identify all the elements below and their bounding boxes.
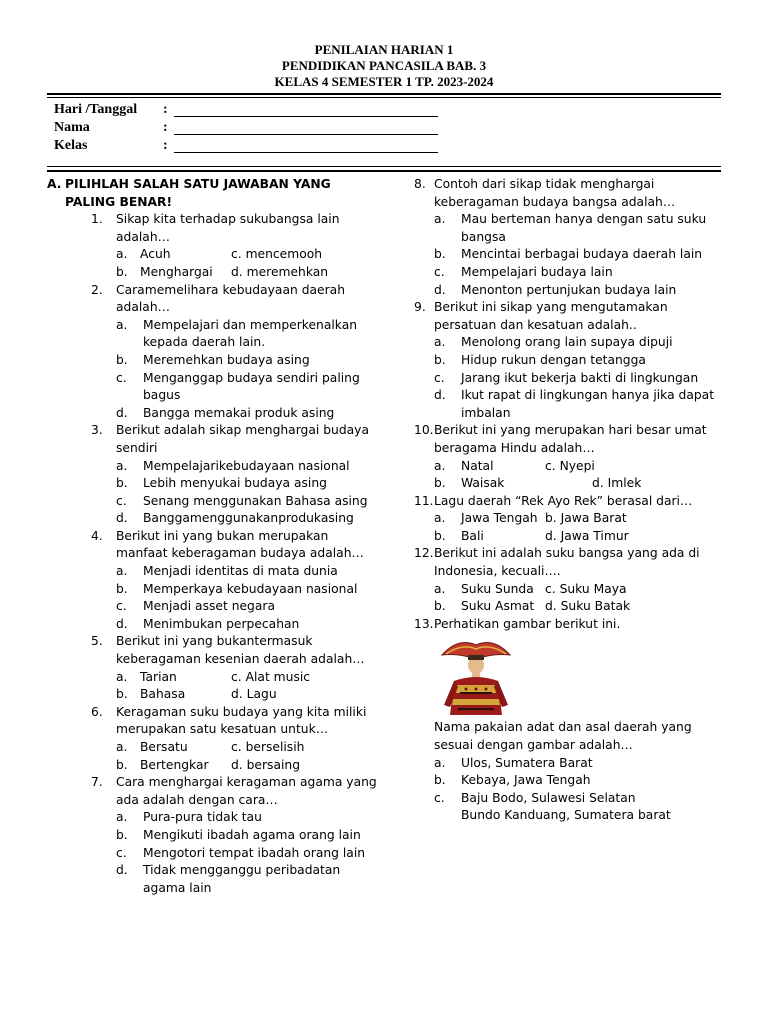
question-text: Berikut ini adalah suku bangsa yang ada di Indonesia, kecuali….	[434, 546, 700, 579]
option-letter: b.	[116, 581, 128, 596]
option-letter: a.	[434, 458, 446, 473]
option-text: Menimbukan perpecahan	[143, 616, 300, 631]
answer-option[interactable]	[414, 790, 729, 808]
option-letter: a.	[434, 212, 446, 227]
option-letter: a.	[116, 669, 128, 684]
option-text: Memperkaya kebudayaan nasional	[143, 581, 358, 596]
answer-option[interactable]	[414, 370, 729, 388]
answer-option[interactable]: Bahasa	[140, 687, 186, 702]
answer-option[interactable]	[414, 772, 729, 790]
answer-option[interactable]	[47, 598, 382, 616]
option-text: Mengikuti ibadah agama orang lain	[143, 827, 361, 842]
option-letter: c.	[116, 599, 127, 614]
question-text: Berikut ini yang bukan merupakan manfaat keberagaman budaya adalah…	[116, 528, 364, 561]
answer-row	[47, 669, 382, 687]
question-number: 2.	[91, 282, 103, 297]
header-subject: PENDIDIKAN PANCASILA BAB. 3	[281, 58, 487, 73]
option-letter: b.	[434, 599, 446, 614]
answer-row	[47, 264, 382, 282]
identity-fill-line[interactable]	[174, 134, 438, 135]
question-10	[414, 422, 729, 457]
answer-option[interactable]	[414, 387, 729, 422]
question-2	[47, 282, 382, 317]
exam-header	[0, 42, 768, 90]
section-heading	[47, 176, 382, 211]
answer-option[interactable]: c. Suku Maya	[545, 581, 627, 596]
header-rule-bottom	[47, 97, 721, 98]
header-rule-top	[47, 93, 721, 95]
question-5	[47, 633, 382, 668]
answer-option[interactable]	[414, 352, 729, 370]
question-number: 7.	[91, 775, 103, 790]
question-text: Caramemelihara kebudayaan daerah adalah…	[116, 282, 345, 315]
answer-row	[414, 475, 729, 493]
option-text: Menganggap budaya sendiri paling bagus	[143, 370, 360, 403]
option-letter: b.	[434, 476, 446, 491]
option-text: Banggamenggunakanprodukasing	[143, 511, 354, 526]
option-text: Menolong orang lain supaya dipuji	[461, 335, 673, 350]
identity-fill-line[interactable]	[174, 116, 438, 117]
answer-row	[414, 510, 729, 528]
question-text: Cara menghargai keragaman agama yang ada adalah dengan cara…	[116, 775, 377, 807]
option-letter: d.	[116, 616, 128, 631]
question-text: Perhatikan gambar berikut ini.	[434, 616, 621, 631]
option-text: Mempelajari budaya lain	[461, 264, 613, 279]
question-9	[414, 299, 729, 334]
option-text: Jarang ikut bekerja bakti di lingkungan	[461, 370, 699, 385]
identity-rule-top	[47, 166, 721, 167]
option-text: Mengotori tempat ibadah orang lain	[143, 845, 366, 860]
question-number: 11.	[414, 493, 434, 508]
answer-option[interactable]	[47, 862, 382, 897]
question-number: 1.	[91, 212, 103, 227]
traditional-costume-figure	[434, 633, 729, 717]
question-number: 9.	[414, 300, 426, 315]
answer-option[interactable]	[47, 581, 382, 599]
question-text: Berikut ini sikap yang mengutamakan persatuan dan kesatuan adalah..	[434, 300, 668, 332]
right-column	[414, 176, 729, 825]
option-text: Senang menggunakan Bahasa asing	[143, 493, 368, 508]
question-number: 10.	[414, 423, 434, 438]
answer-option[interactable]: d. Lagu	[231, 687, 277, 702]
answer-row	[47, 686, 382, 704]
option-text: Mempelajari dan memperkenalkan kepada daerah lain.	[143, 317, 358, 350]
answer-option-extra[interactable]: Bundo Kanduang, Sumatera barat	[461, 808, 671, 823]
answer-option[interactable]: c. Alat music	[231, 669, 311, 684]
header-title: PENILAIAN HARIAN 1	[314, 42, 454, 57]
question-text: Keragaman suku budaya yang kita miliki merupakan satu kesatuan untuk…	[116, 704, 367, 737]
option-letter: a.	[116, 810, 128, 825]
question-13	[414, 616, 729, 634]
answer-row	[47, 739, 382, 757]
question-number: 5.	[91, 634, 103, 649]
option-text: Menonton pertunjukan budaya lain	[461, 282, 677, 297]
answer-option[interactable]: Bertengkar	[140, 757, 209, 772]
option-letter: a.	[116, 564, 128, 579]
identity-fill-line[interactable]	[174, 152, 438, 153]
answer-option[interactable]: Suku Asmat	[461, 599, 535, 614]
answer-option[interactable]	[414, 755, 729, 773]
answer-option[interactable]: d. meremehkan	[231, 264, 329, 279]
answer-option[interactable]	[47, 563, 382, 581]
answer-option[interactable]: d. bersaing	[231, 757, 301, 772]
option-text: Hidup rukun dengan tetangga	[461, 352, 646, 367]
option-text: Kebaya, Jawa Tengah	[461, 773, 591, 788]
question-text: Berikut adalah sikap menghargai budaya sendiri	[116, 423, 369, 455]
option-text: Bangga memakai produk asing	[143, 405, 335, 420]
answer-row	[414, 458, 729, 476]
answer-option[interactable]	[47, 458, 382, 476]
option-letter: a.	[116, 458, 128, 473]
identity-colon: :	[163, 102, 168, 117]
answer-option[interactable]: Acuh	[140, 247, 171, 262]
answer-option[interactable]: c. mencemooh	[231, 247, 323, 262]
option-letter: c.	[116, 370, 127, 385]
question-13-prompt: Nama pakaian adat dan asal daerah yang sesuai dengan gambar adalah…	[434, 720, 692, 753]
identity-colon: :	[163, 138, 168, 153]
question-number: 3.	[91, 423, 103, 438]
option-text: Mau berteman hanya dengan satu suku bangsa	[461, 212, 707, 244]
answer-option[interactable]	[47, 616, 382, 634]
answer-option[interactable]	[47, 370, 382, 405]
answer-row	[47, 757, 382, 775]
option-letter: a.	[116, 247, 128, 262]
answer-option[interactable]: Tarian	[140, 669, 177, 684]
identity-colon: :	[163, 120, 168, 135]
question-1	[47, 211, 382, 246]
answer-row	[47, 246, 382, 264]
identity-rule-bottom	[47, 170, 721, 172]
answer-option[interactable]	[414, 282, 729, 300]
option-letter: b.	[116, 352, 128, 367]
answer-option[interactable]	[414, 334, 729, 352]
answer-option[interactable]	[47, 510, 382, 528]
answer-option[interactable]	[47, 475, 382, 493]
question-3	[47, 422, 382, 457]
section-title: PILIHLAH SALAH SATU JAWABAN YANG PALING BENAR!	[65, 177, 331, 209]
answer-option[interactable]: b. Jawa Barat	[545, 511, 627, 526]
question-text: Lagu daerah “Rek Ayo Rek” berasal dari…	[434, 493, 693, 508]
question-4	[47, 528, 382, 563]
header-class: KELAS 4 SEMESTER 1 TP. 2023-2024	[274, 74, 494, 89]
option-letter: a.	[434, 335, 446, 350]
option-letter: d.	[116, 863, 128, 878]
option-text: Tidak mengganggu peribadatan agama lain	[143, 863, 341, 895]
minang-costume-illustration	[436, 635, 516, 715]
question-6	[47, 704, 382, 739]
option-letter: c.	[116, 845, 127, 860]
section-letter: A.	[47, 177, 62, 191]
question-7	[47, 774, 382, 809]
answer-option[interactable]: Waisak	[461, 476, 505, 491]
option-letter: a.	[116, 740, 128, 754]
option-letter: c.	[434, 264, 445, 279]
answer-option[interactable]: Natal	[461, 458, 494, 473]
answer-row	[414, 581, 729, 599]
answer-option[interactable]	[47, 809, 382, 827]
answer-option[interactable]: d. Jawa Timur	[545, 528, 629, 543]
option-text: Mencintai berbagai budaya daerah lain	[461, 247, 703, 262]
option-letter: b.	[434, 352, 446, 367]
option-letter: c.	[116, 493, 127, 508]
answer-option[interactable]	[47, 405, 382, 423]
answer-option[interactable]: c. Nyepi	[545, 458, 595, 473]
answer-option[interactable]: c. berselisih	[231, 740, 305, 754]
answer-option[interactable]	[47, 827, 382, 845]
option-text: Menjadi asset negara	[143, 599, 275, 614]
option-letter: d.	[116, 405, 128, 420]
question-text: Sikap kita terhadap sukubangsa lain adalah…	[116, 212, 340, 244]
question-text: Berikut ini yang merupakan hari besar umat beragama Hindu adalah…	[434, 423, 707, 455]
answer-option[interactable]	[47, 317, 382, 352]
option-letter: a.	[116, 317, 128, 332]
identity-label: Hari /Tanggal	[54, 102, 138, 117]
option-letter: b.	[116, 687, 128, 702]
question-11	[414, 493, 729, 511]
question-number: 12.	[414, 546, 434, 561]
option-letter: b.	[434, 773, 446, 788]
option-text: Menjadi identitas di mata dunia	[143, 564, 338, 579]
answer-option[interactable]: Bersatu	[140, 740, 188, 754]
option-letter: c.	[434, 370, 445, 385]
question-8	[414, 176, 729, 211]
answer-option[interactable]	[414, 246, 729, 264]
question-number: 6.	[91, 704, 103, 719]
left-column	[47, 176, 382, 897]
option-letter: c.	[434, 790, 445, 805]
answer-option[interactable]: d. Suku Batak	[545, 599, 631, 614]
option-letter: d.	[116, 511, 128, 526]
answer-option[interactable]	[47, 352, 382, 370]
option-letter: a.	[434, 511, 446, 526]
answer-row	[414, 598, 729, 616]
identity-label: Nama	[54, 120, 90, 135]
option-letter: b.	[116, 757, 128, 772]
answer-option[interactable]: d. Imlek	[592, 476, 642, 491]
option-letter: b.	[116, 827, 128, 842]
option-text: Lebih menyukai budaya asing	[143, 476, 327, 491]
question-number: 4.	[91, 528, 103, 543]
option-letter: b.	[116, 264, 128, 279]
option-letter: b.	[116, 476, 128, 491]
answer-option[interactable]: Jawa Tengah	[461, 511, 538, 526]
question-text: Contoh dari sikap tidak menghargai keberagaman budaya bangsa adalah…	[434, 177, 676, 209]
option-letter: d.	[434, 282, 446, 297]
option-text: Ikut rapat di lingkungan hanya jika dapat imbalan	[461, 388, 715, 420]
answer-option[interactable]	[414, 264, 729, 282]
option-text: Pura-pura tidak tau	[143, 810, 262, 825]
question-12	[414, 545, 729, 580]
option-letter: d.	[434, 388, 446, 403]
option-text: Mempelajarikebudayaan nasional	[143, 458, 350, 473]
option-letter: a.	[434, 755, 446, 770]
answer-option[interactable]	[414, 211, 729, 246]
answer-option[interactable]: Suku Sunda	[461, 581, 534, 596]
question-number: 8.	[414, 177, 426, 191]
answer-option[interactable]	[47, 845, 382, 863]
identity-label: Kelas	[54, 138, 88, 153]
answer-option[interactable]: Bali	[461, 528, 484, 543]
answer-option[interactable]	[47, 493, 382, 511]
question-text: Berikut ini yang bukantermasuk keberagaman kesenian daerah adalah…	[116, 634, 365, 667]
option-letter: b.	[434, 247, 446, 262]
option-text: Meremehkan budaya asing	[143, 352, 310, 367]
question-number: 13.	[414, 616, 434, 631]
answer-row	[414, 528, 729, 546]
option-text: Baju Bodo, Sulawesi Selatan	[461, 790, 636, 805]
option-text: Ulos, Sumatera Barat	[461, 755, 593, 770]
option-letter: a.	[434, 581, 446, 596]
answer-option[interactable]: Menghargai	[140, 264, 213, 279]
option-letter: b.	[434, 528, 446, 543]
